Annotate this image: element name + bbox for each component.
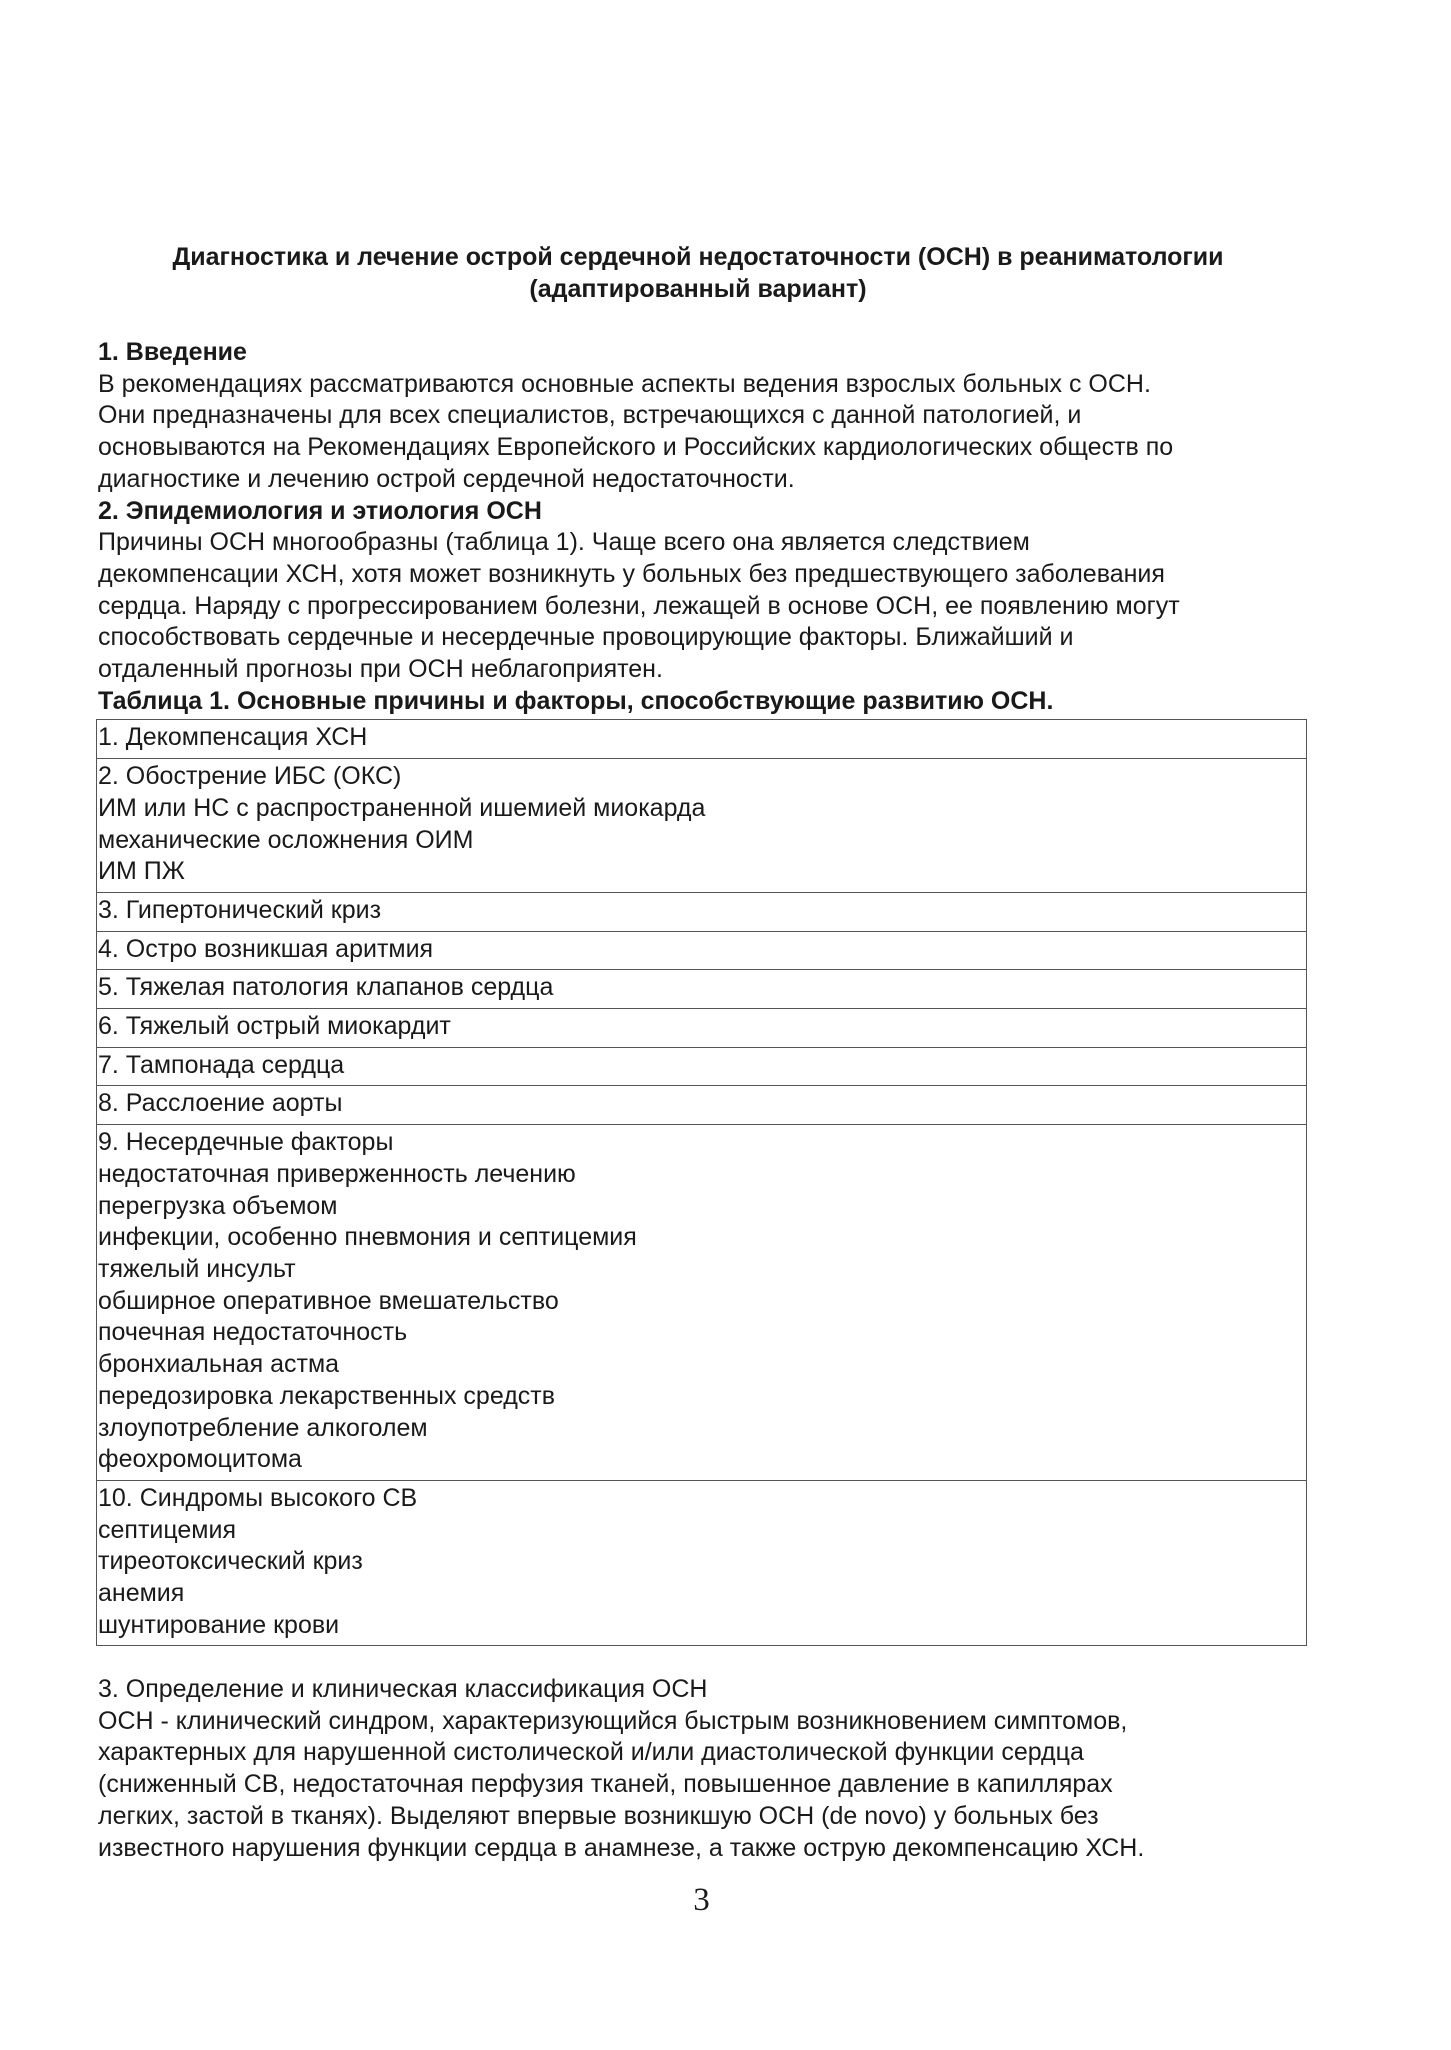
paragraph-line: отдаленный прогнозы при ОСН неблагоприятен. bbox=[98, 655, 663, 684]
paragraph-line: (сниженный СВ, недостаточная перфузия тканей, повышенное давление в капиллярах bbox=[98, 1770, 1113, 1799]
paragraph-line: характерных для нарушенной систолической и/или диастолической функции сердца bbox=[98, 1738, 1084, 1767]
table-row-subitem: ИМ ПЖ bbox=[98, 857, 185, 886]
causes-table-body bbox=[97, 720, 1307, 1646]
table-cell bbox=[97, 759, 1307, 893]
epidemiology-paragraph bbox=[98, 527, 1328, 686]
table-row-subitem: септицемия bbox=[98, 1515, 236, 1544]
document-title bbox=[98, 241, 1298, 305]
document-title-line: Диагностика и лечение острой сердечной недостаточности (ОСН) в реаниматологии bbox=[172, 243, 1224, 271]
table-cell bbox=[97, 931, 1307, 970]
section-heading-epidemiology: 2. Эпидемиология и этиология ОСН bbox=[98, 496, 542, 525]
section-heading-definition: 3. Определение и клиническая классификация ОСН bbox=[98, 1675, 708, 1703]
paragraph-line: известного нарушения функции сердца в анамнезе, а также острую декомпенсацию ХСН. bbox=[98, 1833, 1145, 1862]
table-row-title: 10. Синдромы высокого СВ bbox=[98, 1483, 418, 1512]
table-row-title: 3. Гипертонический криз bbox=[98, 895, 382, 924]
table-row bbox=[97, 720, 1307, 759]
paragraph-line: В рекомендациях рассматриваются основные аспекты ведения взрослых больных с ОСН. bbox=[98, 369, 1151, 398]
table-cell bbox=[97, 892, 1307, 931]
table-row-title: 4. Остро возникшая аритмия bbox=[98, 934, 434, 963]
table-row-subitem: механические осложнения ОИМ bbox=[98, 825, 474, 854]
table-row-subitem: бронхиальная астма bbox=[98, 1350, 340, 1379]
table-row bbox=[97, 1047, 1307, 1086]
table-cell bbox=[97, 1480, 1307, 1646]
paragraph-line: сердца. Наряду с прогрессированием болезни, лежащей в основе ОСН, ее появлению могут bbox=[98, 591, 1180, 620]
table-cell bbox=[97, 1125, 1307, 1481]
table-row-subitem: феохромоцитома bbox=[98, 1445, 302, 1474]
table-cell bbox=[97, 1047, 1307, 1086]
table-row-title: 8. Расслоение аорты bbox=[98, 1089, 343, 1118]
definition-section bbox=[98, 1674, 1328, 1864]
table-row bbox=[97, 892, 1307, 931]
page-number: 3 bbox=[693, 1882, 710, 1918]
paragraph-line: легких, застой в тканях). Выделяют впервые возникшую ОСН (de novo) у больных без bbox=[98, 1801, 1099, 1830]
intro-paragraph bbox=[98, 369, 1328, 496]
paragraph-line: декомпенсации ХСН, хотя может возникнуть у больных без предшествующего заболевания bbox=[98, 559, 1165, 588]
table-row bbox=[97, 931, 1307, 970]
table-row-subitem: передозировка лекарственных средств bbox=[98, 1381, 556, 1410]
table-caption: Таблица 1. Основные причины и факторы, способствующие развитию ОСН. bbox=[98, 686, 1054, 715]
table-row bbox=[97, 1125, 1307, 1481]
table-cell bbox=[97, 970, 1307, 1009]
table-row-title: 1. Декомпенсация ХСН bbox=[98, 723, 368, 752]
table-row-subitem: перегрузка объемом bbox=[98, 1191, 338, 1220]
table-row-subitem: шунтирование крови bbox=[98, 1610, 340, 1639]
table-row-title: 2. Обострение ИБС (ОКС) bbox=[98, 762, 402, 791]
table-cell bbox=[97, 720, 1307, 759]
table-row-subitem: обширное оперативное вмешательство bbox=[98, 1286, 559, 1315]
paragraph-line: ОСН - клинический синдром, характеризующийся быстрым возникновением симптомов, bbox=[98, 1706, 1128, 1735]
paragraph-line: Они предназначены для всех специалистов, встречающихся с данной патологией, и bbox=[98, 401, 1082, 430]
table-row-subitem: злоупотребление алкоголем bbox=[98, 1413, 428, 1442]
table-row-subitem: почечная недостаточность bbox=[98, 1318, 408, 1347]
table-row-title: 9. Несердечные факторы bbox=[98, 1128, 394, 1157]
table-row bbox=[97, 1009, 1307, 1048]
table-row-subitem: инфекции, особенно пневмония и септицемия bbox=[98, 1223, 637, 1252]
table-cell bbox=[97, 1009, 1307, 1048]
table-row-title: 6. Тяжелый острый миокардит bbox=[98, 1012, 451, 1041]
table-row bbox=[97, 759, 1307, 893]
paragraph-line: способствовать сердечные и несердечные провоцирующие факторы. Ближайший и bbox=[98, 623, 1074, 652]
table-cell bbox=[97, 1086, 1307, 1125]
table-row-subitem: тяжелый инсульт bbox=[98, 1254, 296, 1283]
table-row bbox=[97, 1086, 1307, 1125]
table-row-subitem: ИМ или НС с распространенной ишемией миокарда bbox=[98, 793, 706, 822]
causes-table bbox=[96, 719, 1307, 1646]
section-heading-intro: 1. Введение bbox=[98, 338, 247, 366]
table-row-subitem: недостаточная приверженность лечению bbox=[98, 1159, 576, 1188]
table-row bbox=[97, 1480, 1307, 1646]
table-row-subitem: анемия bbox=[98, 1579, 185, 1608]
paragraph-line: основываются на Рекомендациях Европейского и Российских кардиологических обществ по bbox=[98, 433, 1174, 462]
table-row bbox=[97, 970, 1307, 1009]
paragraph-line: диагностике и лечению острой сердечной недостаточности. bbox=[98, 464, 795, 493]
paragraph-line: Причины ОСН многообразны (таблица 1). Чаще всего она является следствием bbox=[98, 528, 1030, 557]
table-row-title: 7. Тампонада сердца bbox=[98, 1050, 345, 1079]
table-row-subitem: тиреотоксический криз bbox=[98, 1547, 363, 1576]
document-title-line: (адаптированный вариант) bbox=[529, 275, 867, 303]
document-body bbox=[98, 337, 1328, 1646]
table-row-title: 5. Тяжелая патология клапанов сердца bbox=[98, 973, 554, 1002]
